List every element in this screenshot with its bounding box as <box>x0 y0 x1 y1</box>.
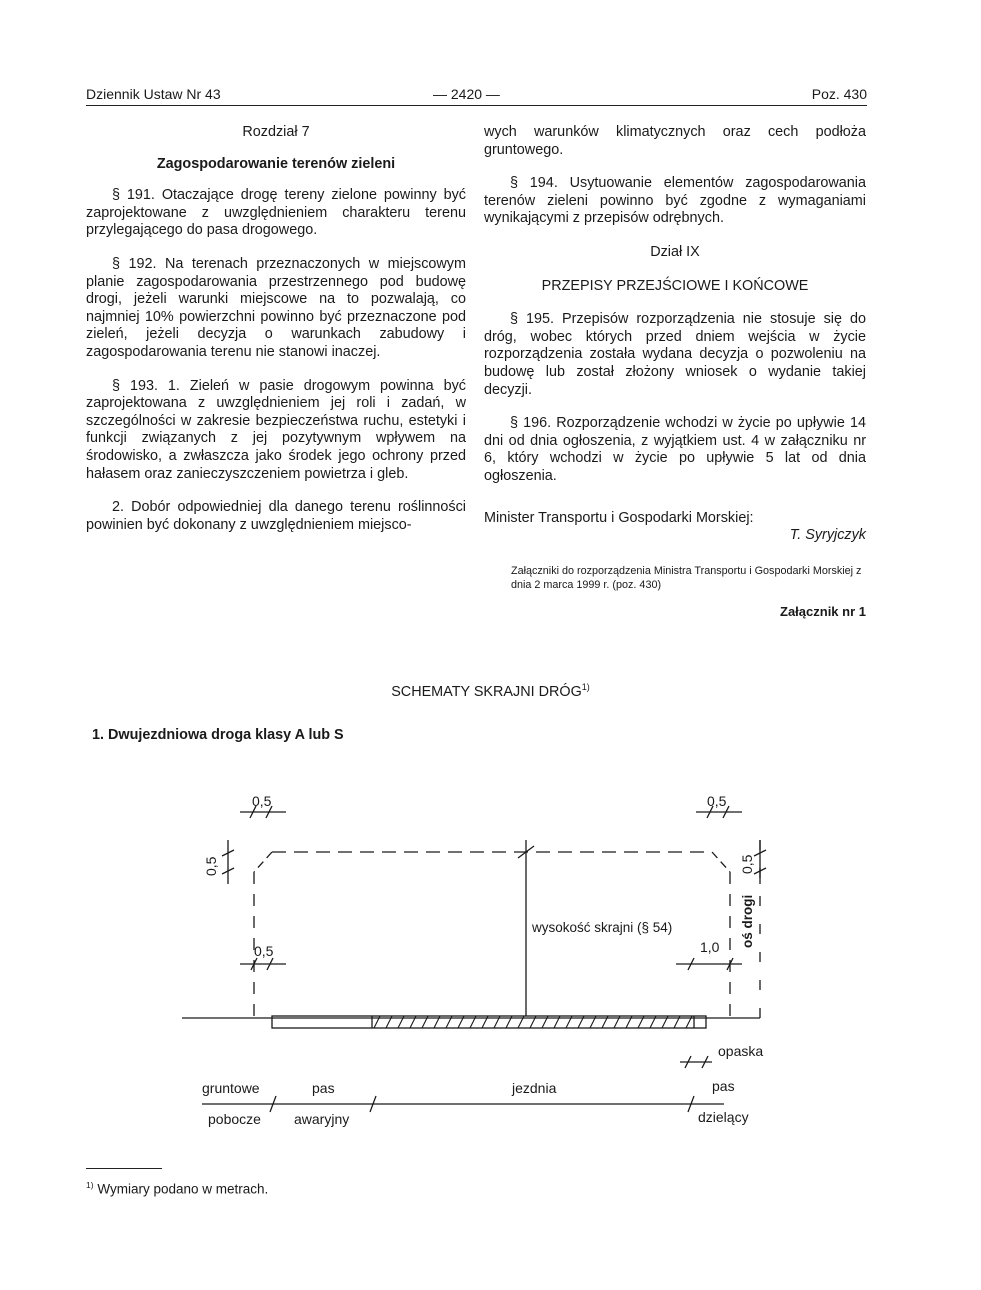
division-number: Dział IX <box>650 243 700 260</box>
axis-label: oś drogi <box>740 894 755 948</box>
pas-right-label: pas <box>712 1078 735 1094</box>
jezdnia-label: jezdnia <box>512 1080 557 1096</box>
dzielacy-label: dzielący <box>698 1109 749 1125</box>
dim-left-lower-label: 0,5 <box>254 943 274 959</box>
clearance-outline-left-chamfer <box>254 852 272 872</box>
footnote-mark: 1) <box>86 1180 94 1190</box>
chapter-title: Zagospodarowanie terenów zieleni <box>156 155 396 172</box>
annex-title-text: SCHEMATY SKRAJNI DRÓG <box>391 683 582 700</box>
annex-note: Załączniki do rozporządzenia Ministra Transportu i Gospodarki Morskiej z dnia 2 marca 1999 r. (poz. 430) <box>511 565 862 591</box>
annex-title-footnote-mark: 1) <box>581 682 590 692</box>
paragraph-193-2: 2. Dobór odpowiedniej dla danego terenu roślinności powinien być dokonany z uwzględnieniem miejsco- <box>86 499 466 533</box>
position-number: Poz. 430 <box>811 86 867 102</box>
minister-title: Minister Transportu i Gospodarki Morskiej: <box>484 509 754 526</box>
division-title: PRZEPISY PRZEJŚCIOWE I KOŃCOWE <box>541 277 809 294</box>
journal-title: Dziennik Ustaw Nr 43 <box>86 86 221 102</box>
opaska-label: opaska <box>718 1043 764 1059</box>
clearance-outline-right-chamfer <box>712 852 730 872</box>
footnote-text: Wymiary podano w metrach. <box>97 1181 269 1197</box>
awaryjny-label: awaryjny <box>294 1111 350 1127</box>
section-title: 1. Dwujezdniowa droga klasy A lub S <box>92 727 344 743</box>
dim-side-left-label: 0,5 <box>203 856 219 876</box>
height-label: wysokość skrajni (§ 54) <box>532 920 673 935</box>
minister-signature: T. Syryjczyk <box>789 527 866 544</box>
paragraph-193-1: § 193. 1. Zieleń w pasie drogowym powinna być zaprojektowana z uwzględnieniem jej roli i zadań, w szczególności w zakresie bezpieczeństwa ruchu, estetyki i funkcji związanych z jej pozytywnym wpływem na środowisko, a zwłaszcza jako środek jego ochrony przed hałasem oraz zanieczyszczeniem powietrza i gleb. <box>86 377 466 482</box>
paragraph-192: § 192. Na terenach przeznaczonych w miejscowym planie zagospodarowania przestrzennego pod budowę drogi, jeżeli warunki miejscowe na to pozwalają, co najmniej 10% powierzchni powinno być przeznaczone pod zieleń, jeżeli decyzja o warunkach zabudowy i zagospodarowania terenu nie stanowi inaczej. <box>86 255 466 360</box>
paragraph-continuation: wych warunków klimatycznych oraz cech podłoża gruntowego. <box>484 124 866 158</box>
dim-top-left-label: 0,5 <box>252 793 272 809</box>
dim-right-lower-label: 1,0 <box>700 939 720 955</box>
paragraph-196: § 196. Rozporządzenie wchodzi w życie po upływie 14 dni od dnia ogłoszenia, z wyjątkiem ust. 4 w załączniku nr 6, który wchodzi w życie po upływie 5 lat od dnia ogłoszenia. <box>484 415 866 484</box>
page-number: — 2420 — <box>433 86 500 102</box>
pas-left-label: pas <box>312 1080 335 1096</box>
chapter-number: Rozdział 7 <box>242 124 310 140</box>
dim-top-right-label: 0,5 <box>707 793 727 809</box>
paragraph-195: § 195. Przepisów rozporządzenia nie stosuje się do dróg, wobec których przed dniem wejścia w życie rozporządzenia została wydana decyzja o pozwoleniu na budowę lub został złożony wniosek o wydanie takiej decyzji. <box>484 311 866 398</box>
gruntowe-label: gruntowe <box>202 1080 260 1096</box>
paragraph-194: § 194. Usytuowanie elementów zagospodarowania terenów zieleni powinno być zgodne z wymaganiami wynikającymi z przepisów odrębnych. <box>484 175 866 227</box>
footnote <box>86 1180 268 1197</box>
dim-side-right-label: 0,5 <box>739 854 755 874</box>
pobocze-label: pobocze <box>208 1111 261 1127</box>
annex-label: Załącznik nr 1 <box>780 604 866 619</box>
footnote-rule <box>86 1168 162 1169</box>
paragraph-191: § 191. Otaczające drogę tereny zielone powinny być zaprojektowane z uwzględnieniem charakteru terenu przylegającego do pasa drogowego. <box>86 187 466 239</box>
